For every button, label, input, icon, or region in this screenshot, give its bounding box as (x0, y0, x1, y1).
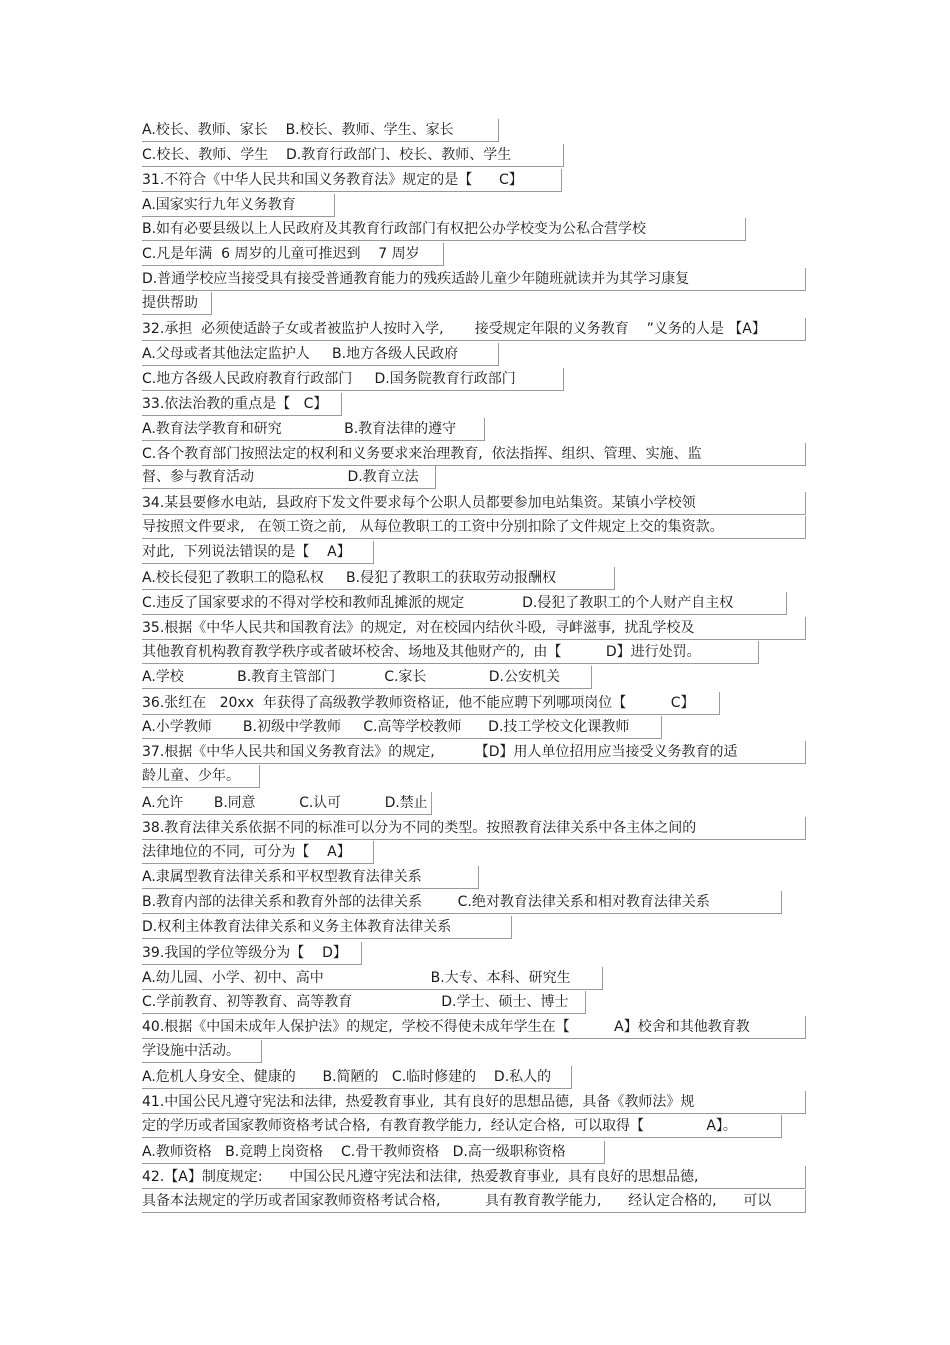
text-line: 其他教育机构教育教学秩序或者破坏校舍、场地及其他财产的, 由【 D】进行处罚。 (142, 641, 759, 664)
question-40: 40.根据《中国未成年人保护法》的规定, 学校不得使未成年学生在【 A】校舍和其他教育教 (142, 1016, 806, 1039)
text-line: A.学校 B.教育主管部门 C.家长 D.公安机关 (142, 666, 592, 689)
text-line: 学设施中活动。 (142, 1040, 262, 1063)
question-35: 35.根据《中华人民共和国教育法》的规定, 对在校园内结伙斗殴, 寻衅滋事, 扰乱学校及 (142, 617, 806, 640)
question-41: 41.中国公民凡遵守宪法和法律, 热爱教育事业, 其有良好的思想品德, 具备《教师法》规 (142, 1091, 806, 1114)
text-line: 龄儿童、少年。 (142, 765, 260, 788)
text-line: A.幼儿园、小学、初中、高中 B.大专、本科、研究生 (142, 967, 603, 990)
question-39: 39.我国的学位等级分为【 D】 (142, 942, 362, 965)
question-36: 36.张红在 20xx 年获得了高级教学教师资格证, 他不能应聘下列哪项岗位【 C】 (142, 692, 720, 715)
text-line: C.各个教育部门按照法定的权利和义务要求来治理教育, 依法指挥、组织、管理、实施、监 (142, 443, 806, 466)
text-line: A.校长、教师、家长 B.校长、教师、学生、家长 (142, 119, 499, 142)
text-line: A.隶属型教育法律关系和平权型教育法律关系 (142, 866, 479, 889)
text-line: 导按照文件要求, 在领工资之前, 从每位教职工的工资中分别扣除了文件规定上交的集资款。 (142, 516, 806, 539)
text-line: 定的学历或者国家教师资格考试合格, 有教育教学能力, 经认定合格, 可以取得【 A】。 (142, 1115, 782, 1138)
question-31: 31.不符合《中华人民共和国义务教育法》规定的是【 C】 (142, 169, 562, 192)
text-line: A.教师资格 B.竞聘上岗资格 C.骨干教师资格 D.高一级职称资格 (142, 1141, 605, 1164)
text-line: C.凡是年满 6 周岁的儿童可推迟到 7 周岁 (142, 243, 444, 266)
question-37: 37.根据《中华人民共和国义务教育法》的规定, 【D】用人单位招用应当接受义务教育的适 (142, 741, 806, 764)
text-line: C.学前教育、初等教育、高等教育 D.学士、硕士、博士 (142, 991, 586, 1014)
text-line: C.地方各级人民政府教育行政部门 D.国务院教育行政部门 (142, 368, 564, 391)
text-line: 具备本法规定的学历或者国家教师资格考试合格, 具有教育教学能力, 经认定合格的, 可以 (142, 1190, 806, 1213)
question-42: 42.【A】制度规定: 中国公民凡遵守宪法和法律, 热爱教育事业, 具有良好的思想品德, (142, 1166, 806, 1189)
question-38: 38.教育法律关系依据不同的标准可以分为不同的类型。按照教育法律关系中各主体之间的 (142, 817, 806, 840)
text-line: 法律地位的不同, 可分为【 A】 (142, 841, 374, 864)
text-line: C.违反了国家要求的不得对学校和教师乱摊派的规定 D.侵犯了教职工的个人财产自主权 (142, 592, 787, 615)
text-line: A.危机人身安全、健康的 B.简陋的 C.临时修建的 D.私人的 (142, 1066, 572, 1089)
text-line: A.允许 B.同意 C.认可 D.禁止 (142, 792, 432, 815)
text-line: A.校长侵犯了教职工的隐私权 B.侵犯了教职工的获取劳动报酬权 (142, 567, 615, 590)
question-32: 32.承担 必须使适龄子女或者被监护人按时入学, 接受规定年限的义务教育 ”义务的人是 【A】 (142, 318, 806, 341)
question-34: 34.某县要修水电站, 县政府下发文件要求每个公职人员都要参加电站集资。某镇小学校领 (142, 492, 806, 515)
text-line: D.普通学校应当接受具有接受普通教育能力的残疾适龄儿童少年随班就读并为其学习康复 (142, 268, 806, 291)
text-line: B.教育内部的法律关系和教育外部的法律关系 C.绝对教育法律关系和相对教育法律关系 (142, 891, 782, 914)
text-line: 对此, 下列说法错误的是【 A】 (142, 541, 374, 564)
text-line: A.教育法学教育和研究 B.教育法律的遵守 (142, 418, 485, 441)
text-line: 督、参与教育活动 D.教育立法 (142, 466, 436, 489)
text-line: A.父母或者其他法定监护人 B.地方各级人民政府 (142, 343, 499, 366)
text-line: B.如有必要县级以上人民政府及其教育行政部门有权把公办学校变为公私合营学校 (142, 218, 746, 241)
text-line: A.小学教师 B.初级中学教师 C.高等学校教师 D.技工学校文化课教师 (142, 716, 662, 739)
text-line: 提供帮助 (142, 292, 212, 315)
text-line: C.校长、教师、学生 D.教育行政部门、校长、教师、学生 (142, 144, 564, 167)
text-line: D.权利主体教育法律关系和义务主体教育法律关系 (142, 916, 512, 939)
text-line: A.国家实行九年义务教育 (142, 194, 335, 217)
question-33: 33.依法治教的重点是【 C】 (142, 393, 342, 416)
